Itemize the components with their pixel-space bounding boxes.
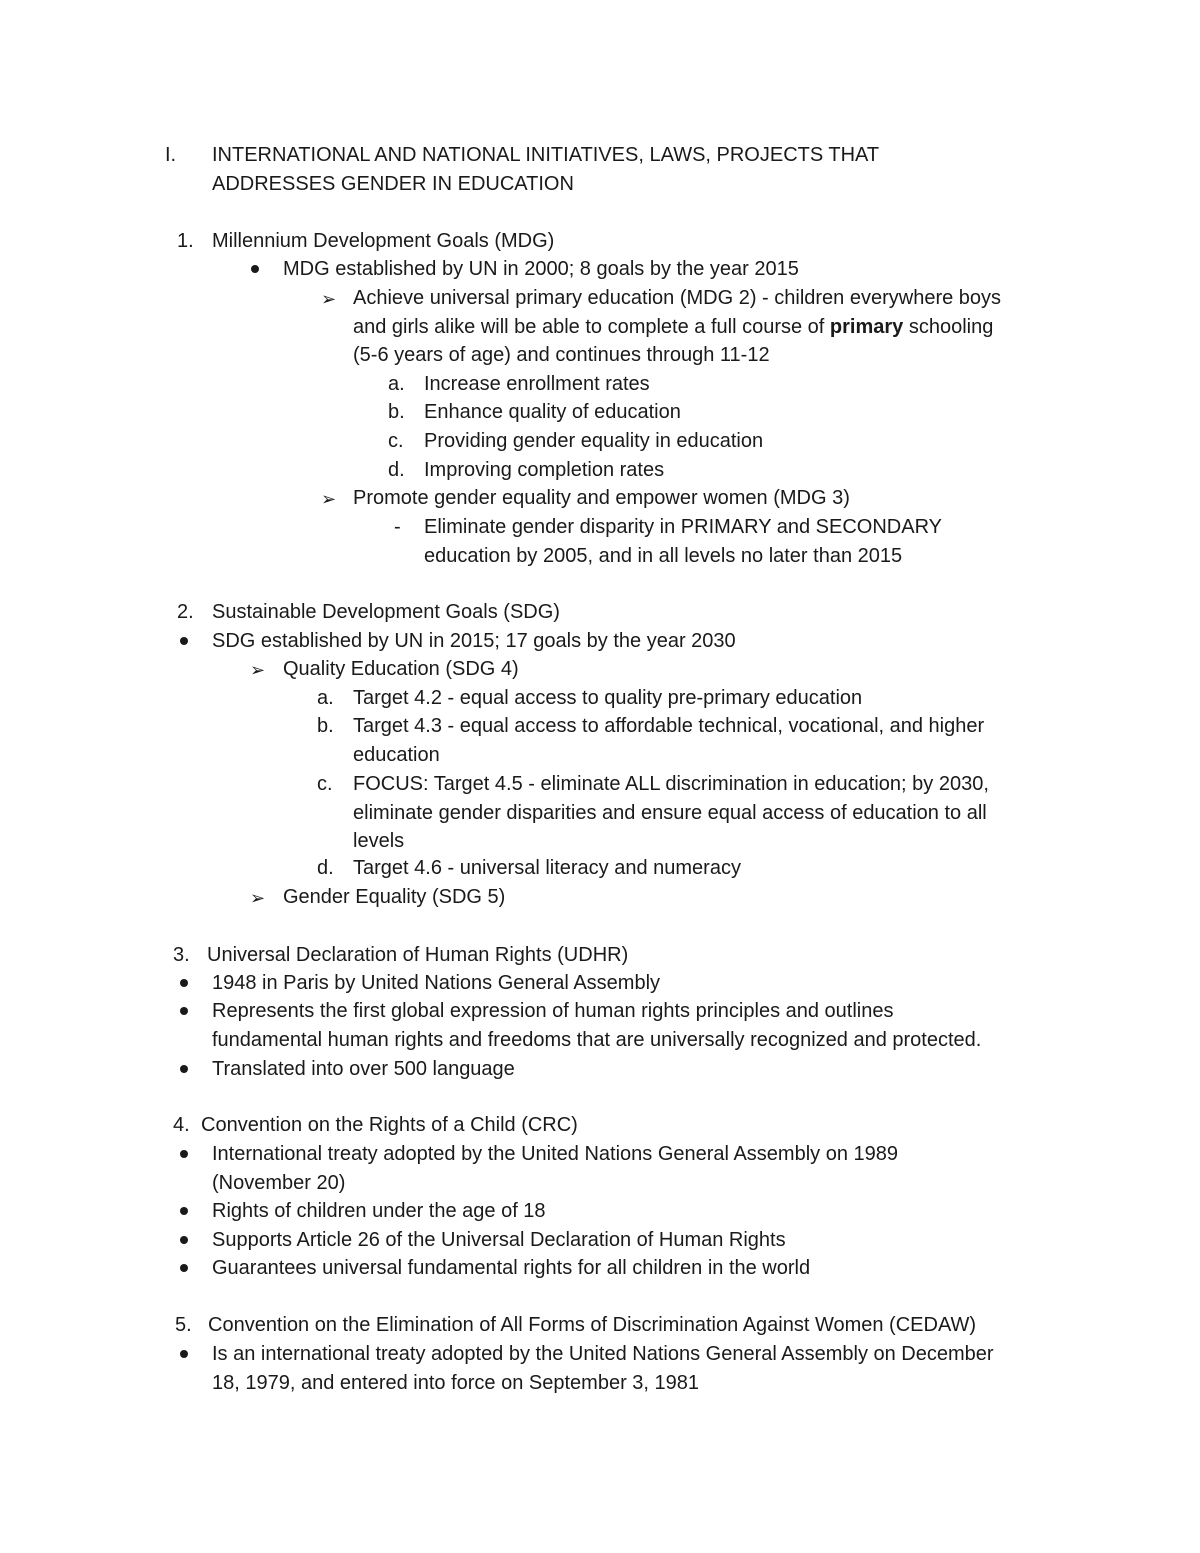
sdg4-item: Quality Education (SDG 4)	[283, 658, 519, 680]
bullet-dot	[180, 1007, 188, 1015]
list-marker: a.	[388, 373, 405, 395]
heading-line-1: INTERNATIONAL AND NATIONAL INITIATIVES, LAWS, PROJECTS THAT	[212, 144, 880, 166]
dash-marker: -	[394, 516, 401, 538]
section-4-title: Convention on the Rights of a Child (CRC)	[201, 1114, 578, 1136]
list-item: Represents the first global expression of human rights principles and outlines fundamental human rights and freedoms that are universally recognized and protected.	[212, 1000, 982, 1051]
list-item: Enhance quality of education	[424, 401, 681, 423]
list-marker: d.	[317, 857, 334, 879]
section-4-number: 4.	[173, 1114, 190, 1136]
section-1-title: Millennium Development Goals (MDG)	[212, 230, 555, 252]
bullet-dot	[251, 265, 259, 273]
list-marker: d.	[388, 459, 405, 481]
section-2-number: 2.	[177, 601, 194, 623]
list-item: Rights of children under the age of 18	[212, 1200, 546, 1222]
list-item: Translated into over 500 language	[212, 1058, 515, 1080]
primary-emphasis: primary	[829, 315, 904, 338]
bullet-dot	[180, 1264, 188, 1272]
list-item: Providing gender equality in education	[424, 430, 764, 452]
list-item: Target 4.2 - equal access to quality pre-primary education	[353, 687, 863, 709]
heading-title	[212, 141, 879, 198]
bullet-dot	[180, 1236, 188, 1244]
list-item: FOCUS: Target 4.5 - eliminate ALL discrimination in education; by 2030, eliminate gender disparities and ensure equal access of education to all levels	[353, 773, 989, 853]
arrow-bullet-icon: ➢	[321, 289, 337, 309]
list-item: Target 4.3 - equal access to affordable technical, vocational, and higher education	[353, 715, 985, 766]
arrow-bullet-icon: ➢	[250, 888, 266, 908]
list-marker: c.	[317, 773, 333, 795]
arrow-bullet-icon: ➢	[250, 660, 266, 680]
section-2-title: Sustainable Development Goals (SDG)	[212, 601, 560, 623]
list-item: Supports Article 26 of the Universal Declaration of Human Rights	[212, 1229, 786, 1251]
list-item: International treaty adopted by the United Nations General Assembly on 1989 (November 20)	[212, 1143, 898, 1194]
list-item: Increase enrollment rates	[424, 373, 650, 395]
bullet-dot	[180, 1207, 188, 1215]
list-item: Guarantees universal fundamental rights for all children in the world	[212, 1257, 811, 1279]
heading-numeral: I.	[165, 144, 177, 166]
list-marker: a.	[317, 687, 334, 709]
bullet-dot	[180, 1150, 188, 1158]
section-3-title: Universal Declaration of Human Rights (UDHR)	[207, 944, 629, 966]
list-marker: b.	[388, 401, 405, 423]
sdg5-item: Gender Equality (SDG 5)	[283, 886, 506, 908]
section-1-number: 1.	[177, 230, 194, 252]
section-2-bullet: SDG established by UN in 2015; 17 goals by the year 2030	[212, 630, 736, 652]
list-item: Is an international treaty adopted by the United Nations General Assembly on December 18, 1979, and entered into force on September 3, 1981	[212, 1343, 994, 1394]
bullet-dot	[180, 637, 188, 645]
list-marker: c.	[388, 430, 404, 452]
list-marker: b.	[317, 715, 334, 737]
section-3-number: 3.	[173, 944, 190, 966]
bullet-dot	[180, 1350, 188, 1358]
section-5-number: 5.	[175, 1314, 192, 1336]
mdg3-item: Promote gender equality and empower women (MDG 3)	[353, 487, 850, 509]
section-1-bullet: MDG established by UN in 2000; 8 goals by the year 2015	[283, 258, 799, 280]
mdg3-detail: Eliminate gender disparity in PRIMARY and SECONDARY education by 2005, and in all levels no later than 2015	[424, 516, 943, 567]
list-item: 1948 in Paris by United Nations General Assembly	[212, 972, 661, 994]
heading-line-2: ADDRESSES GENDER IN EDUCATION	[212, 172, 574, 195]
bullet-dot	[180, 979, 188, 987]
list-item: Improving completion rates	[424, 459, 665, 481]
bullet-dot	[180, 1065, 188, 1073]
section-5-title: Convention on the Elimination of All Forms of Discrimination Against Women (CEDAW)	[208, 1314, 977, 1336]
mdg2-paragraph: Achieve universal primary education (MDG 2) - children everywhere boys and girls alike will be able to complete a full course of primary schooling (5-6 years of age) and continues through 11-12	[353, 287, 1002, 367]
arrow-bullet-icon: ➢	[321, 489, 337, 509]
list-item: Target 4.6 - universal literacy and numeracy	[353, 857, 741, 879]
